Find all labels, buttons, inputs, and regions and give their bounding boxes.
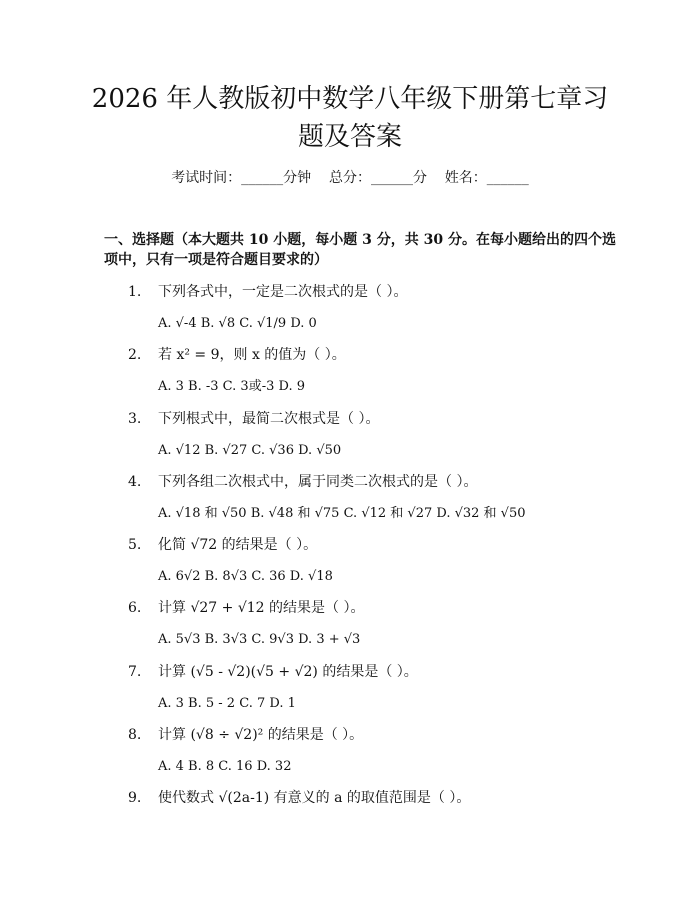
question-stem: 计算 (√5 - √2)(√5 + √2) 的结果是（ ）。 <box>158 663 418 680</box>
question-item <box>0 403 700 466</box>
question-options: A. 6√2 B. 8√3 C. 36 D. √18 <box>158 569 333 585</box>
question-number: 7. <box>128 663 142 680</box>
document-title <box>0 80 700 156</box>
title-line-2: 题及答案 <box>297 122 402 152</box>
question-stem: 若 x² = 9，则 x 的值为（ ）。 <box>158 347 346 364</box>
question-stem: 使代数式 √(2a-1) 有意义的 a 的取值范围是（ ）。 <box>158 790 471 807</box>
question-options: A. 3 B. 5 - 2 C. 7 D. 1 <box>158 695 296 711</box>
question-number: 6. <box>128 600 142 617</box>
question-number: 2. <box>128 347 142 364</box>
question-number: 5. <box>128 537 142 554</box>
question-number: 8. <box>128 727 142 744</box>
question-item <box>0 276 700 339</box>
question-item <box>0 466 700 529</box>
question-item <box>0 719 700 782</box>
question-options: A. √12 B. √27 C. √36 D. √50 <box>158 442 342 458</box>
question-options: A. 5√3 B. 3√3 C. 9√3 D. 3 + √3 <box>158 632 361 648</box>
question-stem: 计算 (√8 ÷ √2)² 的结果是（ ）。 <box>158 727 364 744</box>
section-heading: 一、选择题（本大题共 10 小题，每小题 3 分，共 30 分。在每小题给出的四个选项中，只有一项是符合题目要求的） <box>104 232 616 268</box>
question-item <box>0 782 700 845</box>
question-stem: 下列根式中，最简二次根式是（ ）。 <box>158 410 380 427</box>
exam-info: 考试时间：______分钟 总分：______分 姓名：______ <box>171 170 529 186</box>
question-options: A. 4 B. 8 C. 16 D. 32 <box>158 759 292 775</box>
question-options: A. 3 B. -3 C. 3或-3 D. 9 <box>158 379 305 395</box>
question-item <box>0 656 700 719</box>
question-item <box>0 339 700 402</box>
question-number: 3. <box>128 410 142 427</box>
title-line-1: 2026 年人教版初中数学八年级下册第七章习 <box>91 84 609 114</box>
question-stem: 计算 √27 + √12 的结果是（ ）。 <box>158 600 365 617</box>
question-stem: 下列各式中，一定是二次根式的是（ ）。 <box>158 284 408 300</box>
question-options: A. √18 和 √50 B. √48 和 √75 C. √12 和 √27 D. √32 和 √50 <box>158 505 526 521</box>
question-list <box>0 276 700 846</box>
question-number: 1. <box>128 284 142 300</box>
question-item <box>0 529 700 592</box>
question-options: A. √-4 B. √8 C. √1/9 D. 0 <box>158 316 317 331</box>
question-number: 4. <box>128 473 142 490</box>
question-item <box>0 592 700 655</box>
question-number: 9. <box>128 790 142 807</box>
question-stem: 化简 √72 的结果是（ ）。 <box>158 537 318 554</box>
question-stem: 下列各组二次根式中，属于同类二次根式的是（ ）。 <box>158 473 478 490</box>
